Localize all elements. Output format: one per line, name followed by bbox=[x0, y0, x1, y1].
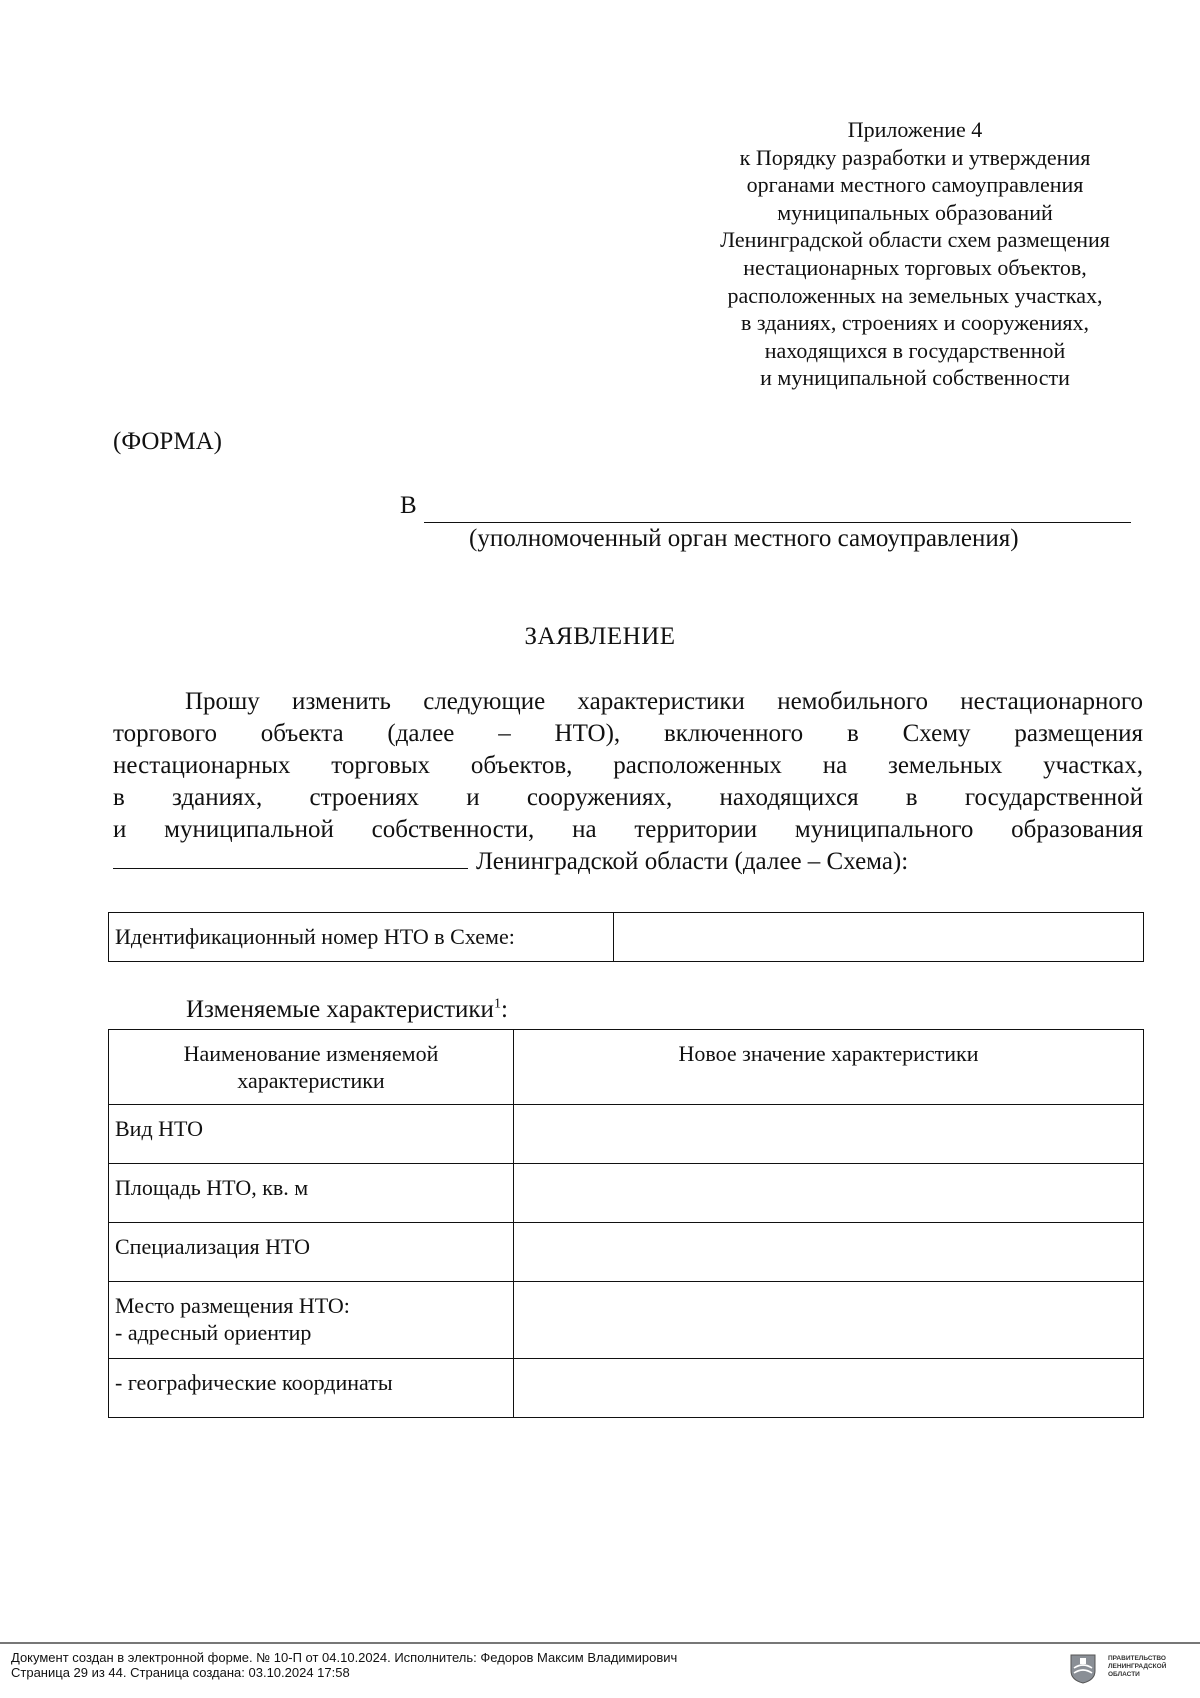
document-title: ЗАЯВЛЕНИЕ bbox=[524, 623, 676, 650]
paragraph-line: Прошу изменить следующие характеристики немобильного нестационарного bbox=[185, 688, 1143, 715]
table-row bbox=[109, 1282, 1144, 1359]
government-logo bbox=[1070, 1654, 1190, 1694]
appendix-header bbox=[680, 116, 1150, 392]
changes-heading-suffix: : bbox=[500, 996, 508, 1023]
footer-line: Страница 29 из 44. Страница создана: 03.10.2024 17:58 bbox=[11, 1665, 350, 1680]
addressee-blank-field[interactable] bbox=[424, 522, 1131, 523]
logo-text-line: ОБЛАСТИ bbox=[1108, 1671, 1140, 1678]
changes-heading bbox=[186, 996, 508, 1024]
characteristic-value-cell[interactable] bbox=[514, 1282, 1144, 1359]
addressee-caption: (уполномоченный орган местного самоуправления) bbox=[469, 525, 1019, 552]
characteristic-value-cell[interactable] bbox=[514, 1105, 1144, 1164]
characteristic-value-cell[interactable] bbox=[514, 1359, 1144, 1418]
characteristic-name-cell: Специализация НТО bbox=[109, 1223, 514, 1282]
appendix-line: находящихся в государственной bbox=[764, 337, 1066, 363]
id-table bbox=[108, 912, 1144, 962]
table-row bbox=[109, 1105, 1144, 1164]
changes-table bbox=[108, 1029, 1144, 1418]
appendix-line: и муниципальной собственности bbox=[760, 365, 1070, 391]
paragraph-line: Ленинградской области (далее – Схема): bbox=[476, 848, 909, 875]
paragraph-line: и муниципальной собственности, на территории муниципального образования bbox=[113, 816, 1143, 843]
table-header-row bbox=[109, 1030, 1144, 1105]
municipality-blank-field[interactable] bbox=[113, 846, 468, 869]
footer-line: Документ создан в электронной форме. № 10-П от 04.10.2024. Исполнитель: Федоров Максим Владимирович bbox=[11, 1650, 678, 1665]
characteristic-value-cell[interactable] bbox=[514, 1223, 1144, 1282]
paragraph-line: торгового объекта (далее – НТО), включенного в Схему размещения bbox=[113, 720, 1143, 747]
characteristic-name-line: Место размещения НТО: bbox=[115, 1293, 350, 1318]
table-row bbox=[109, 1223, 1144, 1282]
table-row bbox=[109, 1359, 1144, 1418]
request-paragraph bbox=[113, 686, 1143, 878]
appendix-line: Приложение 4 bbox=[847, 117, 983, 142]
table-row bbox=[109, 1164, 1144, 1223]
column-header-value: Новое значение характеристики bbox=[514, 1030, 1144, 1105]
column-header-name: Наименование изменяемой характеристики bbox=[109, 1030, 514, 1105]
changes-heading-text: Изменяемые характеристики bbox=[186, 996, 494, 1023]
logo-text-line: ПРАВИТЕЛЬСТВО bbox=[1108, 1655, 1166, 1662]
appendix-line: в зданиях, строениях и сооружениях, bbox=[741, 310, 1089, 336]
logo-text-line: ЛЕНИНГРАДСКОЙ bbox=[1108, 1663, 1167, 1670]
characteristic-name-line: - адресный ориентир bbox=[115, 1320, 312, 1345]
addressee-prefix: В bbox=[400, 492, 417, 519]
appendix-line: муниципальных образований bbox=[777, 199, 1053, 225]
appendix-line: расположенных на земельных участках, bbox=[727, 282, 1103, 308]
characteristic-name-cell: - географические координаты bbox=[109, 1359, 514, 1418]
id-label-cell: Идентификационный номер НТО в Схеме: bbox=[109, 913, 614, 962]
paragraph-last-line bbox=[113, 846, 1143, 878]
document-footer bbox=[0, 1642, 1200, 1680]
appendix-line: органами местного самоуправления bbox=[746, 172, 1084, 198]
form-label: (ФОРМА) bbox=[113, 428, 222, 455]
logo-text bbox=[1108, 1655, 1166, 1679]
footnote-mark: 1 bbox=[493, 996, 501, 1012]
appendix-line: к Порядку разработки и утверждения bbox=[739, 144, 1091, 170]
appendix-line: Ленинградской области схем размещения bbox=[720, 227, 1110, 253]
characteristic-name-cell bbox=[109, 1282, 514, 1359]
appendix-line: нестационарных торговых объектов, bbox=[743, 254, 1087, 280]
id-value-cell[interactable] bbox=[614, 913, 1144, 962]
characteristic-value-cell[interactable] bbox=[514, 1164, 1144, 1223]
coat-of-arms-icon bbox=[1070, 1654, 1096, 1684]
paragraph-line: нестационарных торговых объектов, расположенных на земельных участках, bbox=[113, 752, 1143, 779]
characteristic-name-cell: Площадь НТО, кв. м bbox=[109, 1164, 514, 1223]
characteristic-name-cell: Вид НТО bbox=[109, 1105, 514, 1164]
paragraph-line: в зданиях, строениях и сооружениях, находящихся в государственной bbox=[113, 784, 1143, 811]
